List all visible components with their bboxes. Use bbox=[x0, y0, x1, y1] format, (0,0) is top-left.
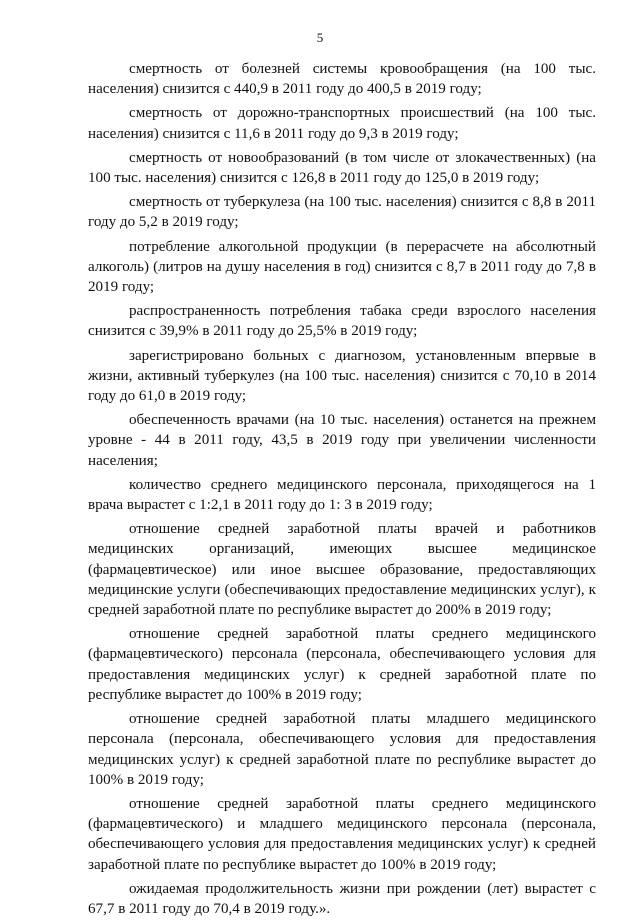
indicator-alcohol-consumption: потребление алкогольной продукции (в перерасчете на абсолютный алкоголь) (литров на душу населения в год) снизится с 8,7 в 2011 году до 7,8 в 2019 году; bbox=[88, 238, 596, 296]
indicator-cardiovascular-mortality: смертность от болезней системы кровообращения (на 100 тыс. населения) снизится с 440,9 в 2011 году до 400,5 в 2019 году; bbox=[88, 61, 596, 98]
document-body bbox=[88, 59, 596, 923]
page-number: 5 bbox=[316, 30, 324, 45]
indicator-tobacco-prevalence: распространенность потребления табака среди взрослого населения снизится с 39,9% в 2011 году до 25,5% в 2019 году; bbox=[88, 303, 596, 340]
indicator-junior-salary-ratio: отношение средней заработной платы младшего медицинского персонала (персонала, обеспечивающего условия для предоставления медицинских услуг) к средней заработной плате по республике вырастет до 100% в 2019 году; bbox=[88, 711, 596, 788]
indicator-pharma-staff-salary-ratio: отношение средней заработной платы среднего медицинского (фармацевтического) и младшего медицинского персонала (персонала, обеспечивающего условия для предоставления медицинских услуг) к средней заработной плате по республике вырастет до 100% в 2019 году; bbox=[88, 795, 596, 873]
indicator-neoplasm-mortality: смертность от новообразований (в том числе от злокачественных) (на 100 тыс. населения) снизится с 126,8 в 2011 году до 125,0 в 2019 году; bbox=[88, 149, 596, 187]
indicator-tuberculosis-mortality: смертность от туберкулеза (на 100 тыс. населения) снизится с 8,8 в 2011 году до 5,2 в 2019 году; bbox=[88, 194, 596, 231]
indicator-road-accident-mortality: смертность от дорожно-транспортных происшествий (на 100 тыс. населения) снизится с 11,6 в 2011 году до 9,3 в 2019 году; bbox=[88, 105, 596, 142]
indicator-mid-level-salary-ratio: отношение средней заработной платы среднего медицинского (фармацевтического) персонала (персонала, обеспечивающего условия для предоставления медицинских услуг) к средней заработной плате по республике вырастет до 100% в 2019 году; bbox=[88, 626, 596, 703]
indicator-life-expectancy: ожидаемая продолжительность жизни при рождении (лет) вырастет с 67,7 в 2011 году до 70,4 в 2019 году.». bbox=[88, 880, 596, 917]
indicator-physician-availability: обеспеченность врачами (на 10 тыс. населения) останется на прежнем уровне - 44 в 2011 году, 43,5 в 2019 году при увеличении численности населения; bbox=[88, 412, 596, 469]
indicator-nursing-staff-ratio: количество среднего медицинского персонала, приходящегося на 1 врача вырастет с 1:2,1 в 2011 году до 1: 3 в 2019 году; bbox=[88, 476, 596, 514]
indicator-tuberculosis-incidence: зарегистрировано больных с диагнозом, установленным впервые в жизни, активный туберкулез (на 100 тыс. населения) снизится с 70,10 в 2014 году до 61,0 в 2019 году; bbox=[88, 347, 596, 405]
indicator-physician-salary-ratio: отношение средней заработной платы врачей и работников медицинских организаций, имеющих высшее медицинское (фармацевтическое) или иное высшее образование, предоставляющих медицинские услуги (обеспечивающих предоставление медицинских услуг), к средней заработной плате по республике вырастет до 200% в 2019 году; bbox=[88, 521, 596, 619]
